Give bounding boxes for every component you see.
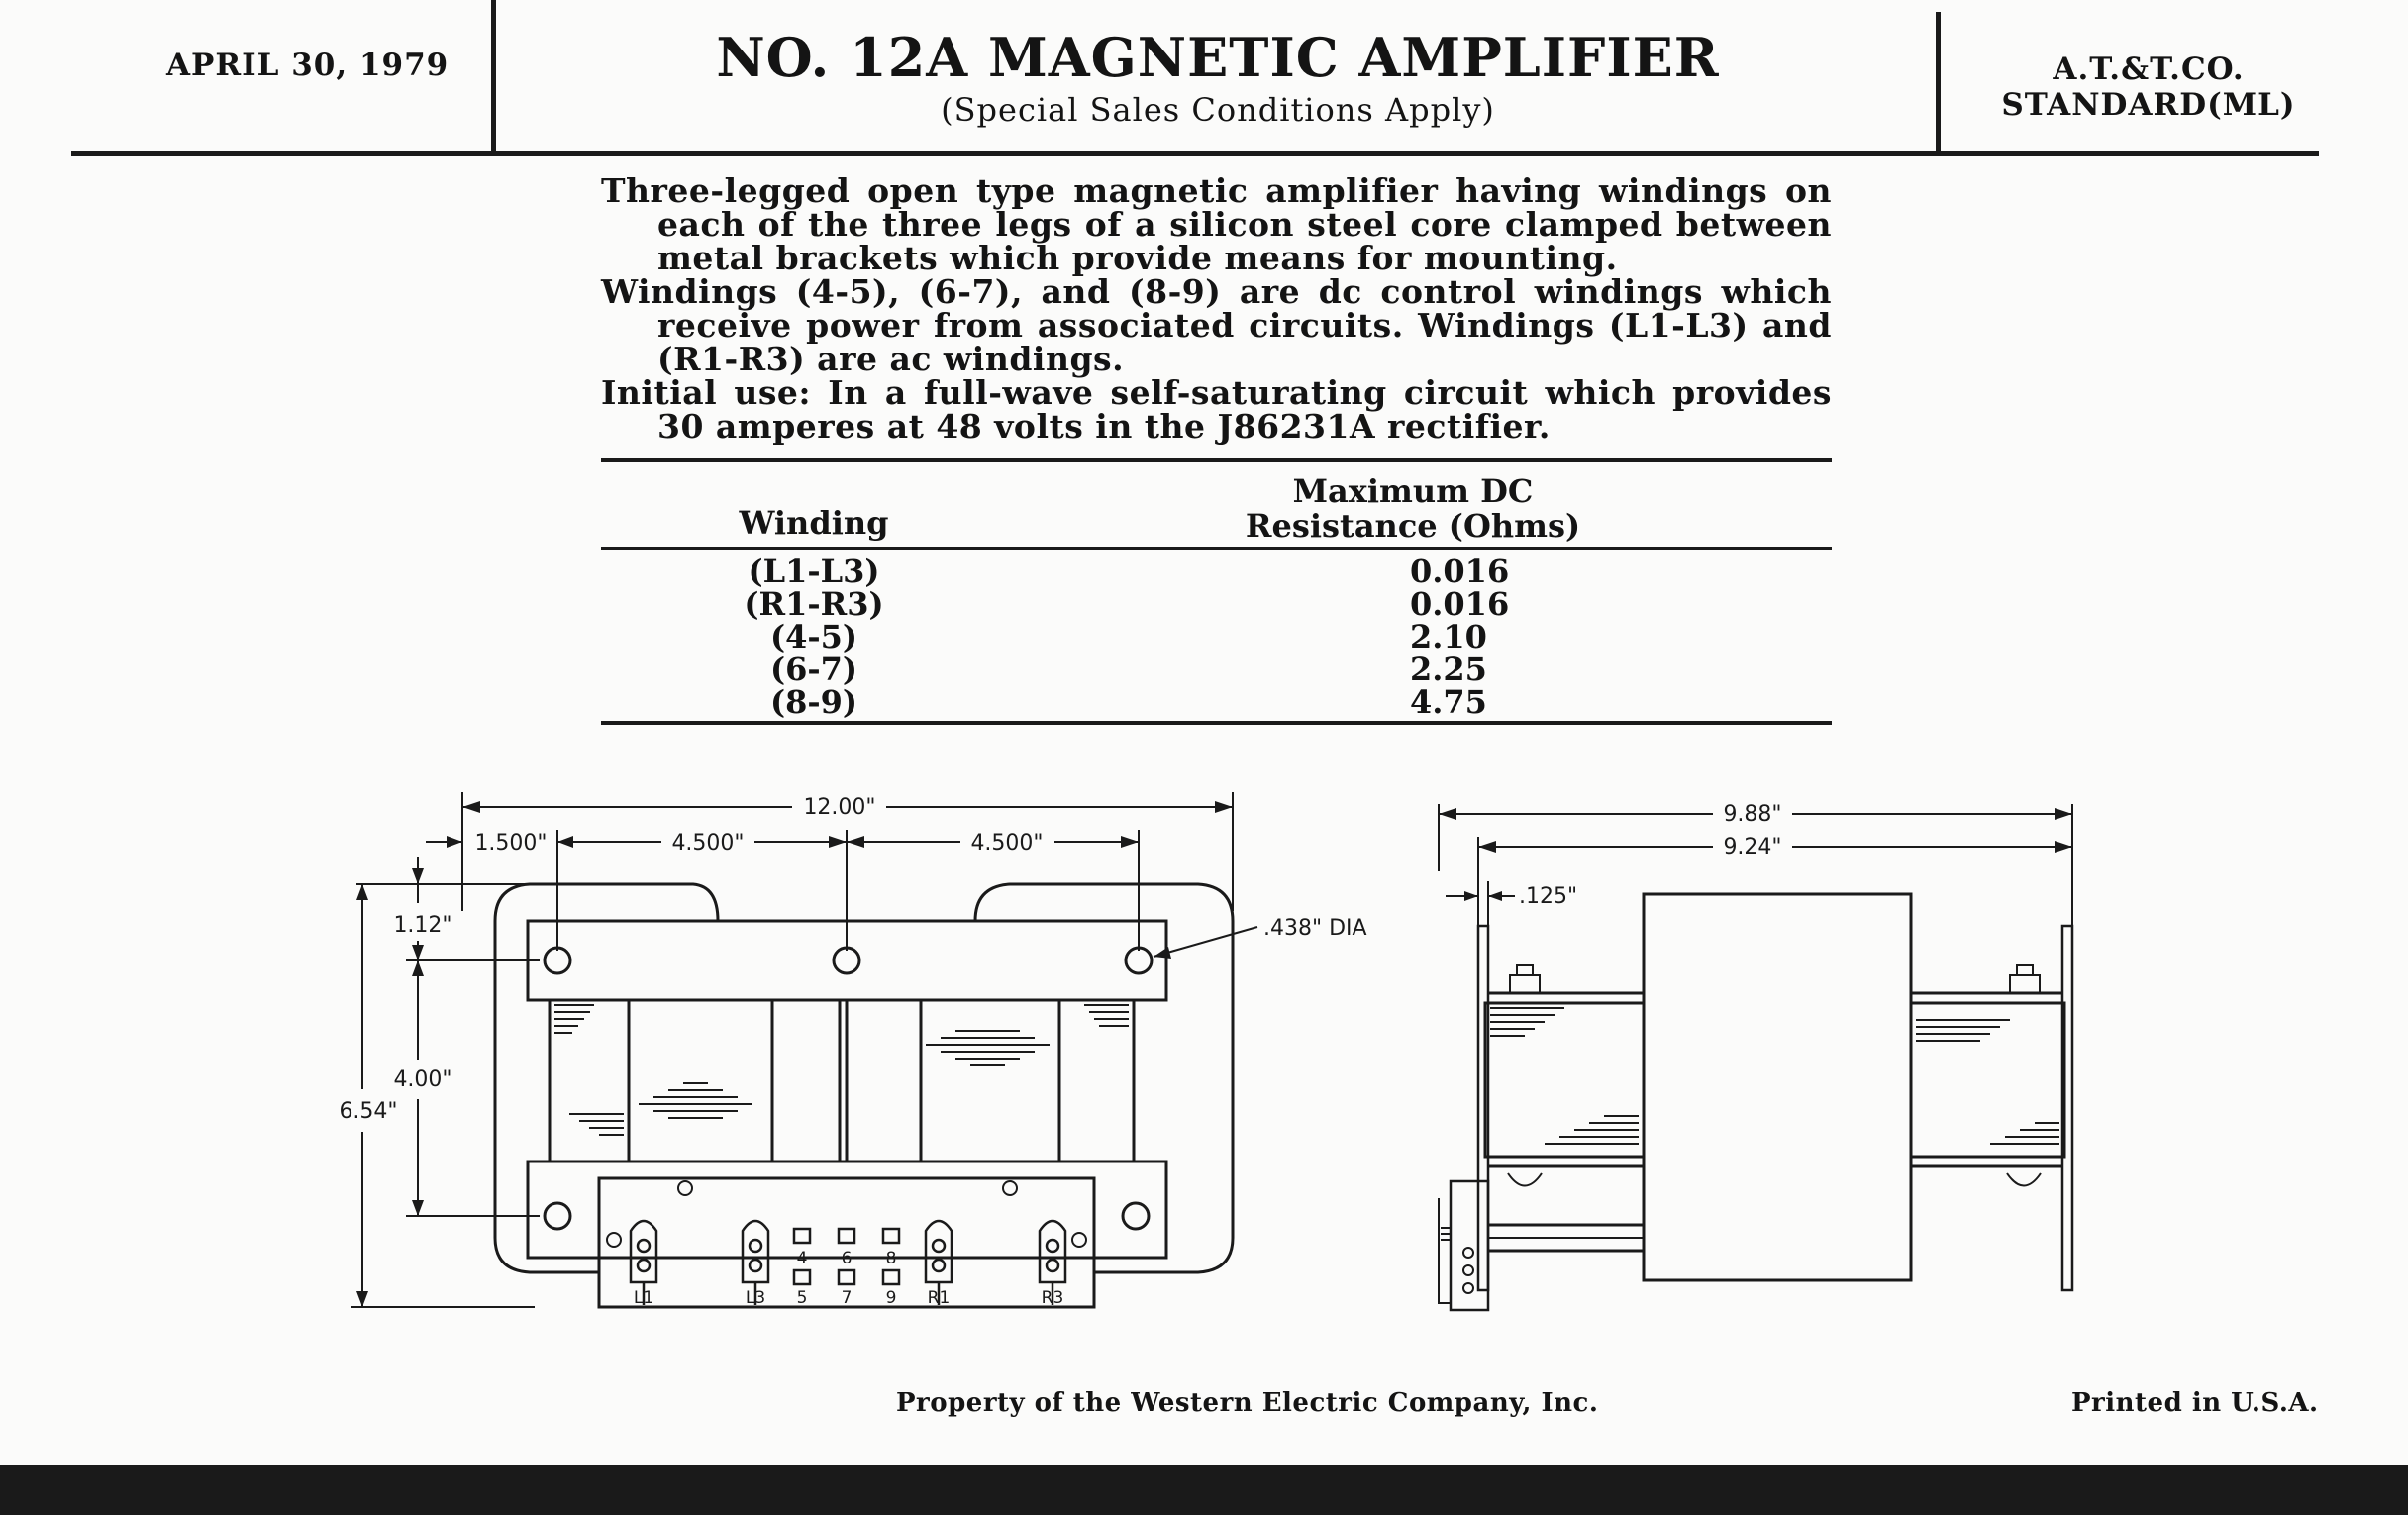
winding-cell: (4-5) xyxy=(769,618,858,656)
dim-spacing-right: 4.500" xyxy=(970,831,1044,856)
front-view-drawing xyxy=(339,792,1366,1308)
terminal-label: L3 xyxy=(745,1288,766,1308)
page-subtitle: (Special Sales Conditions Apply) xyxy=(941,91,1495,129)
hole-diameter-label: .438" DIA xyxy=(1263,916,1367,941)
page-title: NO. 12A MAGNETIC AMPLIFIER xyxy=(716,26,1720,89)
column-header-winding: Winding xyxy=(739,504,889,542)
dim-top-offset: 1.12" xyxy=(393,913,452,938)
control-terminal-label: 5 xyxy=(796,1288,808,1308)
dim-spacing-left: 4.500" xyxy=(671,831,745,856)
control-terminal-label: 6 xyxy=(841,1249,853,1268)
terminal-label: R3 xyxy=(1041,1288,1064,1308)
description-paragraph: Three-legged open type magnetic amplifier having windings on each of the three legs of a silicon steel core clamped between metal brackets which provide means for mounting. xyxy=(601,171,1832,277)
winding-cell: (R1-R3) xyxy=(744,585,884,623)
winding-cell: (8-9) xyxy=(769,683,858,721)
resistance-cell: 4.75 xyxy=(1410,683,1487,721)
description-paragraph: Windings (4-5), (6-7), and (8-9) are dc control windings which receive power from associated circuits. Windings (L1-L3) and (R1-R3) are ac windings. xyxy=(601,272,1832,378)
dim-left-offset: 1.500" xyxy=(474,831,548,856)
resistance-cell: 2.25 xyxy=(1410,651,1487,688)
dim-hole-spacing: 4.00" xyxy=(393,1067,452,1092)
control-terminal-label: 4 xyxy=(796,1249,808,1268)
film-edge xyxy=(0,1465,2408,1515)
printed-notice: Printed in U.S.A. xyxy=(2071,1388,2319,1418)
column-header-resistance-line2: Resistance (Ohms) xyxy=(1245,507,1581,545)
control-terminal-label: 9 xyxy=(885,1288,897,1308)
control-terminal-label: 7 xyxy=(841,1288,853,1308)
side-view-drawing xyxy=(1439,802,2072,1310)
dim-bracket-thickness: .125" xyxy=(1519,884,1578,909)
resistance-cell: 0.016 xyxy=(1410,585,1510,623)
resistance-cell: 0.016 xyxy=(1410,553,1510,590)
dim-side-inner-width: 9.24" xyxy=(1723,835,1782,859)
dim-overall-width: 12.00" xyxy=(803,795,876,820)
column-header-resistance-line1: Maximum DC xyxy=(1292,472,1534,510)
description-paragraph: Initial use: In a full-wave self-saturating circuit which provides 30 amperes at 48 volts in the J86231A rectifier. xyxy=(601,373,1832,446)
terminal-label: L1 xyxy=(633,1288,654,1308)
terminal-label: R1 xyxy=(927,1288,951,1308)
standard-label: STANDARD(ML) xyxy=(2001,87,2296,123)
company-name: A.T.&T.CO. xyxy=(2053,51,2245,87)
property-notice: Property of the Western Electric Company, Inc. xyxy=(896,1388,1599,1418)
winding-cell: (L1-L3) xyxy=(748,553,880,590)
dim-overall-height: 6.54" xyxy=(339,1099,398,1124)
control-terminal-label: 8 xyxy=(885,1249,897,1268)
dim-side-overall-width: 9.88" xyxy=(1723,802,1782,827)
winding-cell: (6-7) xyxy=(769,651,858,688)
issue-date: APRIL 30, 1979 xyxy=(166,48,450,83)
resistance-cell: 2.10 xyxy=(1410,618,1487,656)
